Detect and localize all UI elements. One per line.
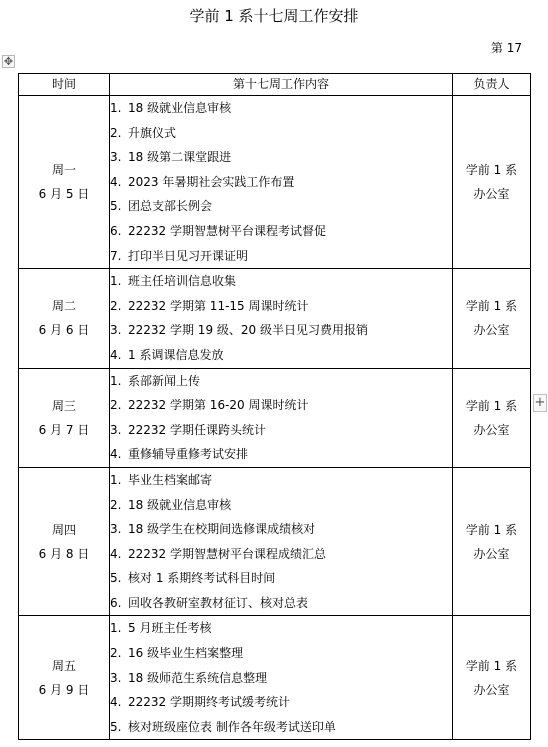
task-number: 4.	[110, 695, 122, 710]
task-text: 18 级就业信息审核	[128, 497, 232, 512]
task-item	[110, 194, 452, 219]
owner-cell	[453, 269, 531, 368]
task-text: 1 系调课信息发放	[128, 347, 224, 362]
task-item	[110, 219, 452, 244]
add-column-icon[interactable]: +	[534, 395, 546, 410]
owner-line2: 办公室	[473, 323, 510, 338]
task-item	[110, 269, 452, 294]
task-text: 22232 学期智慧树平台课程成绩汇总	[128, 546, 326, 561]
tasks-cell	[110, 368, 453, 467]
task-text: 打印半日见习开课证明	[128, 248, 249, 263]
task-text: 18 级学生在校期间选修课成绩核对	[128, 522, 316, 537]
task-text: 5 月班主任考核	[128, 621, 212, 636]
weekday-label: 周二	[51, 299, 76, 314]
day-cell	[19, 616, 110, 740]
task-text: 22232 学期 19 级、20 级半日见习费用报销	[128, 323, 368, 338]
owner-line1: 学前 1 系	[465, 398, 518, 413]
weekday-label: 周三	[51, 398, 76, 413]
owner-line1: 学前 1 系	[465, 522, 518, 537]
date-label: 6 月 8 日	[38, 546, 90, 561]
task-item	[110, 641, 452, 666]
day-cell	[19, 269, 110, 368]
date-label: 6 月 5 日	[38, 187, 90, 202]
task-text: 16 级毕业生档案整理	[128, 646, 244, 661]
task-list	[110, 369, 452, 467]
task-text: 22232 学期任课跨头统计	[128, 422, 266, 437]
task-number: 4.	[110, 347, 122, 362]
task-number: 4.	[110, 174, 122, 189]
task-item	[110, 145, 452, 170]
header-time: 时间	[19, 74, 110, 96]
task-number: 1.	[110, 472, 122, 487]
owner-line1: 学前 1 系	[465, 163, 518, 178]
task-number: 1.	[110, 373, 122, 388]
task-number: 5.	[110, 199, 122, 214]
tasks-cell	[110, 269, 453, 368]
task-item	[110, 96, 452, 121]
owner-line2: 办公室	[473, 546, 510, 561]
task-number: 2.	[110, 497, 122, 512]
task-text: 18 级师范生系统信息整理	[128, 670, 268, 685]
header-owner: 负责人	[453, 74, 531, 96]
task-number: 3.	[110, 422, 122, 437]
task-item	[110, 542, 452, 567]
task-text: 回收各教研室教材征订、核对总表	[128, 595, 309, 610]
task-number: 2.	[110, 646, 122, 661]
task-item	[110, 666, 452, 691]
document-title: 学前 1 系十七周工作安排	[189, 7, 359, 25]
owner-cell	[453, 467, 531, 616]
task-text: 团总支部长例会	[128, 199, 213, 214]
task-list	[110, 96, 452, 268]
tasks-cell	[110, 616, 453, 740]
task-item	[110, 715, 452, 740]
task-text: 22232 学期智慧树平台课程考试督促	[128, 223, 326, 238]
week-number-label: 第 17	[490, 41, 522, 55]
schedule-body	[19, 96, 531, 740]
task-text: 系部新闻上传	[128, 373, 201, 388]
task-list	[110, 468, 452, 616]
header-content: 第十七周工作内容	[110, 74, 453, 96]
task-text: 重修辅导重修考试安排	[128, 447, 249, 462]
task-item	[110, 616, 452, 641]
task-item	[110, 369, 452, 394]
task-number: 5.	[110, 571, 122, 586]
day-cell	[19, 368, 110, 467]
task-item	[110, 393, 452, 418]
task-number: 1.	[110, 274, 122, 289]
task-number: 5.	[110, 719, 122, 734]
task-number: 4.	[110, 546, 122, 561]
task-text: 核对班级座位表 制作各年级考试送印单	[128, 719, 336, 734]
owner-cell	[453, 368, 531, 467]
task-number: 3.	[110, 150, 122, 165]
owner-cell	[453, 96, 531, 269]
task-item	[110, 294, 452, 319]
weekly-schedule-table	[18, 73, 531, 740]
weekday-label: 周四	[51, 522, 76, 537]
task-number: 2.	[110, 125, 122, 140]
task-text: 22232 学期第 11-15 周课时统计	[128, 298, 309, 313]
task-text: 毕业生档案邮寄	[128, 472, 213, 487]
owner-line2: 办公室	[473, 422, 510, 437]
owner-line2: 办公室	[473, 187, 510, 202]
task-item	[110, 318, 452, 343]
day-row	[19, 96, 531, 269]
day-row	[19, 368, 531, 467]
task-text: 2023 年暑期社会实践工作布置	[128, 174, 295, 189]
task-number: 4.	[110, 447, 122, 462]
task-item	[110, 244, 452, 269]
date-label: 6 月 7 日	[38, 422, 90, 437]
day-row	[19, 269, 531, 368]
task-item	[110, 121, 452, 146]
task-item	[110, 591, 452, 616]
day-cell	[19, 467, 110, 616]
task-text: 升旗仪式	[128, 125, 177, 140]
task-item	[110, 468, 452, 493]
task-item	[110, 170, 452, 195]
task-text: 核对 1 系期终考试科目时间	[128, 571, 276, 586]
owner-cell	[453, 616, 531, 740]
task-text: 班主任培训信息收集	[128, 274, 237, 289]
task-text: 22232 学期期终考试缓考统计	[128, 695, 290, 710]
task-number: 3.	[110, 522, 122, 537]
task-number: 3.	[110, 323, 122, 338]
task-number: 2.	[110, 398, 122, 413]
owner-line1: 学前 1 系	[465, 299, 518, 314]
owner-line1: 学前 1 系	[465, 658, 518, 673]
task-number: 6.	[110, 595, 122, 610]
day-cell	[19, 96, 110, 269]
tasks-cell	[110, 96, 453, 269]
date-label: 6 月 6 日	[38, 323, 90, 338]
task-item	[110, 418, 452, 443]
task-number: 3.	[110, 670, 122, 685]
task-text: 18 级就业信息审核	[128, 101, 232, 115]
task-number: 2.	[110, 298, 122, 313]
task-item	[110, 343, 452, 368]
task-item	[110, 493, 452, 518]
task-item	[110, 690, 452, 715]
task-text: 18 级第二课堂跟进	[128, 150, 232, 165]
day-row	[19, 616, 531, 740]
weekday-label: 周五	[51, 658, 76, 673]
task-item	[110, 442, 452, 467]
task-list	[110, 616, 452, 739]
date-label: 6 月 9 日	[38, 682, 90, 697]
task-item	[110, 566, 452, 591]
task-number: 1.	[110, 101, 122, 115]
task-number: 6.	[110, 223, 122, 238]
weekday-label: 周一	[51, 163, 76, 178]
task-number: 1.	[110, 621, 122, 636]
task-item	[110, 517, 452, 542]
table-move-handle-icon[interactable]: ✥	[3, 55, 14, 68]
day-row	[19, 467, 531, 616]
owner-line2: 办公室	[473, 682, 510, 697]
task-list	[110, 269, 452, 367]
table-header-row	[19, 74, 531, 96]
tasks-cell	[110, 467, 453, 616]
task-number: 7.	[110, 248, 122, 263]
task-text: 22232 学期第 16-20 周课时统计	[128, 398, 309, 413]
